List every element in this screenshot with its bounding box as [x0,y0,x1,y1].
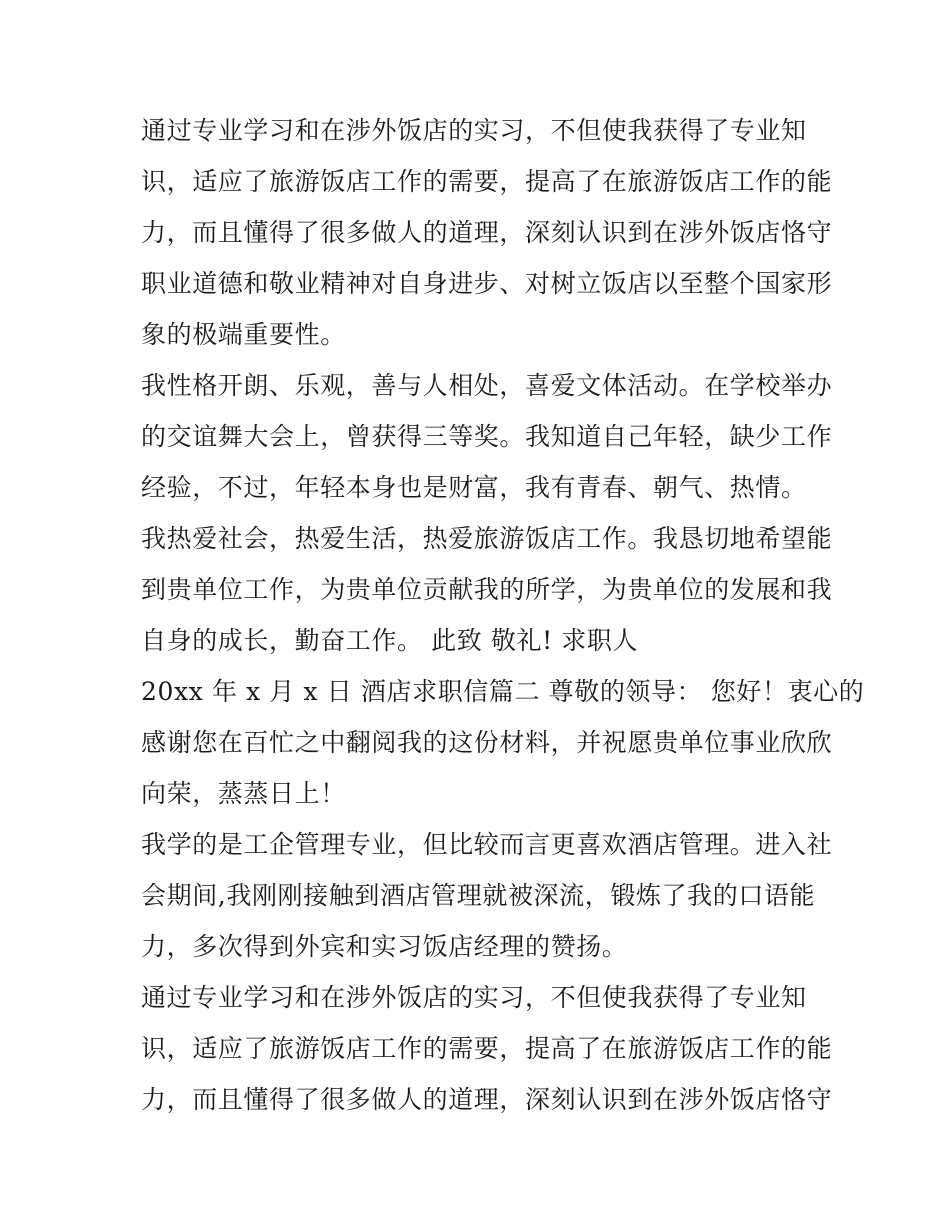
text-line: 我性格开朗、乐观，善与人相处，喜爱文体活动。在学校举办 [141,371,833,400]
text-line: 到贵单位工作，为贵单位贡献我的所学，为贵单位的发展和我 [141,575,833,604]
text-line: 感谢您在百忙之中翻阅我的这份材料，并祝愿贵单位事业欣欣 [141,728,833,757]
text-line: 力，多次得到外宾和实习饭店经理的赞扬。 [141,932,628,961]
text-line: 通过专业学习和在涉外饭店的实习，不但使我获得了专业知 [141,983,807,1012]
text-line: 经验，不过，年轻本身也是财富，我有青春、朝气、热情。 [141,473,807,502]
text-line: 20xx 年 x 月 x 日 酒店求职信篇二 尊敬的领导： 您好！衷心的 [141,677,865,706]
document-text [141,105,865,1125]
text-line: 我热爱社会，热爱生活，热爱旅游饭店工作。我恳切地希望能 [141,524,833,553]
text-line: 力，而且懂得了很多做人的道理，深刻认识到在涉外饭店恪守 [141,1085,833,1114]
text-line: 会期间,我刚刚接触到酒店管理就被深流，锻炼了我的口语能 [141,881,816,910]
text-line: 向荣，蒸蒸日上！ [141,779,346,808]
text-line: 我学的是工企管理专业，但比较而言更喜欢酒店管理。进入社 [141,830,833,859]
text-line: 自身的成长，勤奋工作。 此致 敬礼! 求职人 [141,626,639,655]
text-line: 力，而且懂得了很多做人的道理，深刻认识到在涉外饭店恪守 [141,218,833,247]
text-line: 识，适应了旅游饭店工作的需要，提高了在旅游饭店工作的能 [141,167,833,196]
text-line: 识，适应了旅游饭店工作的需要，提高了在旅游饭店工作的能 [141,1034,833,1063]
text-line: 通过专业学习和在涉外饭店的实习，不但使我获得了专业知 [141,116,807,145]
text-line: 象的极端重要性。 [141,320,346,349]
text-line: 的交谊舞大会上，曾获得三等奖。我知道自己年轻，缺少工作 [141,422,833,451]
text-line: 职业道德和敬业精神对自身进步、对树立饭店以至整个国家形 [141,269,833,298]
